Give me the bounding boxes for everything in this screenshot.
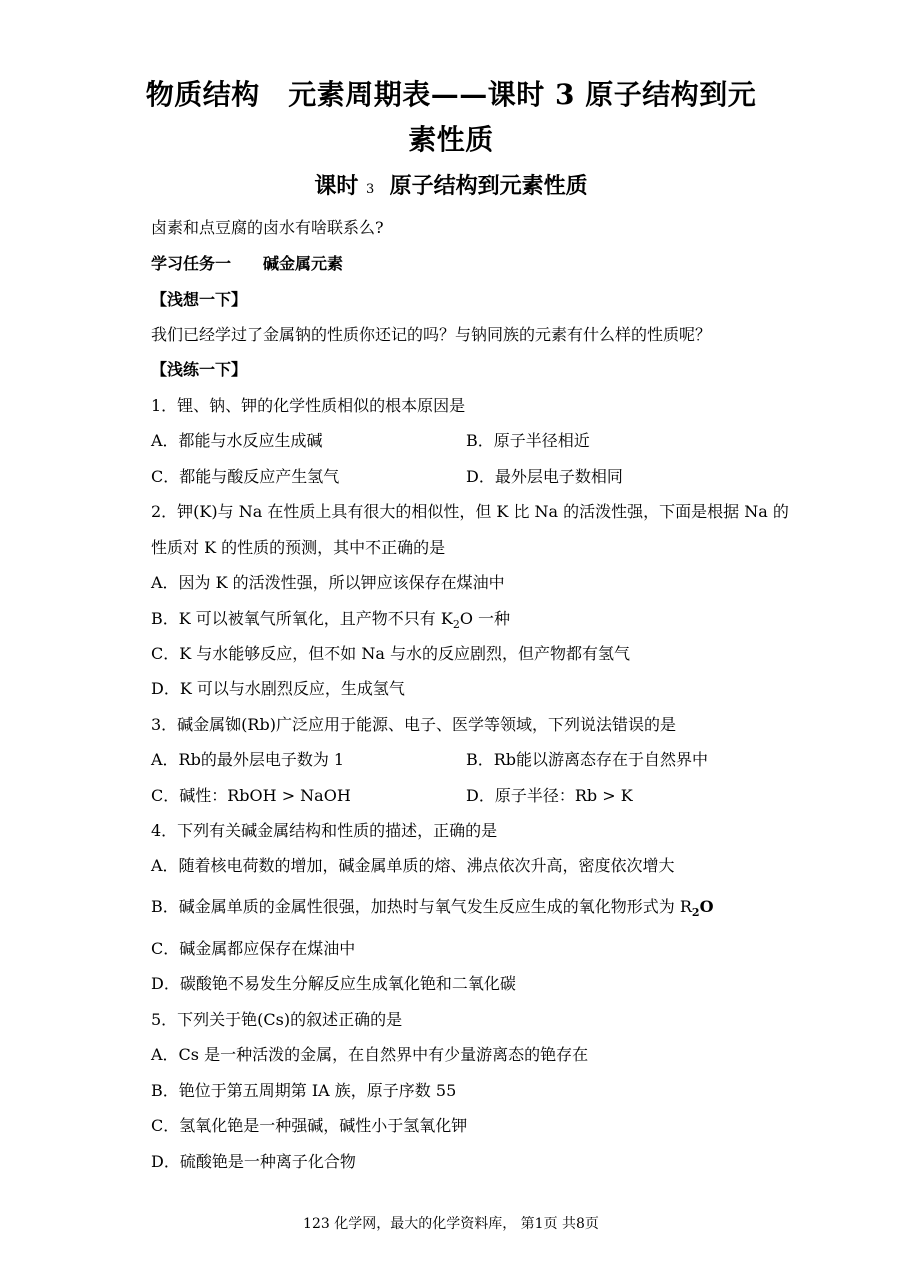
q5-option-c: C．氢氧化铯是一种强碱，碱性小于氢氧化钾 bbox=[151, 1116, 468, 1135]
practice-heading: 【浅练一下】 bbox=[151, 360, 248, 379]
q3-option-d: D．原子半径：Rb > K bbox=[466, 786, 633, 805]
q1-option-c: C．都能与酸反应产生氢气 bbox=[151, 467, 340, 486]
q3-option-b: B．Rb能以游离态存在于自然界中 bbox=[466, 750, 709, 769]
q5-option-a: A．Cs 是一种活泼的金属，在自然界中有少量游离态的铯存在 bbox=[151, 1045, 589, 1064]
think-heading: 【浅想一下】 bbox=[151, 290, 248, 309]
q4-option-b-post: O bbox=[699, 897, 714, 916]
q1-stem: 1．锂、钠、钾的化学性质相似的根本原因是 bbox=[151, 396, 466, 415]
q1-option-d: D．最外层电子数相同 bbox=[466, 467, 623, 486]
subtitle-prefix: 课时 bbox=[314, 173, 359, 199]
q2-option-b bbox=[151, 607, 510, 633]
lesson-subtitle bbox=[100, 168, 802, 208]
page-title-line-2: 素性质 bbox=[408, 123, 494, 156]
q2-option-b-subscript: 2 bbox=[452, 618, 460, 631]
page-footer: 123 化学网，最大的化学资料库， 第1页 共8页 bbox=[303, 1216, 599, 1232]
q2-option-c: C．K 与水能够反应，但不如 Na 与水的反应剧烈，但产物都有氢气 bbox=[151, 644, 630, 663]
q1-option-b: B．原子半径相近 bbox=[466, 431, 590, 450]
q4-stem: 4．下列有关碱金属结构和性质的描述，正确的是 bbox=[151, 821, 498, 840]
think-text: 我们已经学过了金属钠的性质你还记的吗？与钠同族的元素有什么样的性质呢？ bbox=[151, 325, 712, 344]
task-heading: 学习任务一 碱金属元素 bbox=[151, 254, 344, 273]
q3-stem: 3．碱金属铷(Rb)广泛应用于能源、电子、医学等领域，下列说法错误的是 bbox=[151, 715, 676, 734]
q5-option-b: B．铯位于第五周期第 IA 族，原子序数 55 bbox=[151, 1081, 457, 1100]
q4-option-d: D．碳酸铯不易发生分解反应生成氧化铯和二氧化碳 bbox=[151, 974, 516, 993]
q3-option-c: C．碱性：RbOH > NaOH bbox=[151, 786, 351, 805]
q4-option-b-subscript: 2 bbox=[691, 906, 700, 919]
q2-option-d: D．K 可以与水剧烈反应，生成氢气 bbox=[151, 679, 405, 698]
q4-option-b bbox=[151, 895, 714, 921]
q5-option-d: D．硫酸铯是一种离子化合物 bbox=[151, 1152, 356, 1171]
subtitle-number: 3 bbox=[366, 182, 375, 197]
intro-question: 卤素和点豆腐的卤水有啥联系么? bbox=[151, 218, 384, 237]
subtitle-rest: 原子结构到元素性质 bbox=[389, 173, 588, 199]
q1-option-a: A．都能与水反应生成碱 bbox=[151, 431, 323, 450]
q2-option-b-pre: B．K 可以被氧气所氧化，且产物不只有 K bbox=[151, 609, 453, 628]
q5-stem: 5．下列关于铯(Cs)的叙述正确的是 bbox=[151, 1010, 403, 1029]
page-title-line-1: 物质结构 元素周期表——课时 3 原子结构到元 bbox=[145, 78, 757, 111]
q3-option-a: A．Rb的最外层电子数为 1 bbox=[151, 750, 345, 769]
q4-option-c: C．碱金属都应保存在煤油中 bbox=[151, 939, 356, 958]
q2-option-b-post: O 一种 bbox=[459, 609, 511, 628]
q4-option-b-pre: B．碱金属单质的金属性很强，加热时与氧气发生反应生成的氧化物形式为 R bbox=[151, 897, 692, 916]
q2-stem-line-2: 性质对 K 的性质的预测，其中不正确的是 bbox=[151, 538, 446, 557]
q4-option-a: A．随着核电荷数的增加，碱金属单质的熔、沸点依次升高，密度依次增大 bbox=[151, 856, 675, 875]
q2-stem-line-1: 2．钾(K)与 Na 在性质上具有很大的相似性，但 K 比 Na 的活泼性强，下面是根据 Na 的 bbox=[151, 502, 789, 521]
q2-option-a: A．因为 K 的活泼性强，所以钾应该保存在煤油中 bbox=[151, 573, 505, 592]
